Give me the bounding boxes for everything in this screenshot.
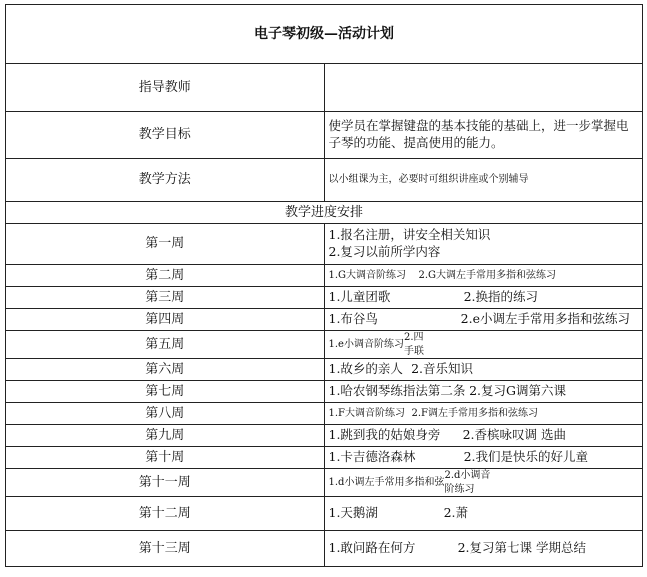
week-content [324,309,643,331]
table-row [6,287,643,309]
week-label: 第十周 [6,447,325,469]
table-row [6,359,643,381]
week-item-1: 1.天鹅湖 [328,505,378,521]
table-row [6,531,643,567]
week-label: 第十二周 [6,497,325,531]
week-item-1: 1.儿童团歌 [328,289,391,305]
week-label: 第七周 [6,381,325,403]
table-row [6,425,643,447]
week-item-1: 1.e小调音阶练习 [328,338,404,350]
week-label: 第八周 [6,403,325,425]
week-item-2: 2.F调左手常用多指和弦练习 [411,407,538,419]
table-row [6,224,643,265]
week-content [324,497,643,531]
week-item-2: 2.复习G调第六课 [469,383,566,399]
week-label: 第十一周 [6,469,325,497]
week-item-2: 2.复习第七课 学期总结 [457,540,586,556]
week-item-2: 2.换指的练习 [463,289,538,305]
week-content [324,381,643,403]
method-label: 教学方法 [6,159,325,202]
week-label: 第五周 [6,331,325,359]
week-label: 第六周 [6,359,325,381]
week-item-1: 1.布谷鸟 [328,311,378,327]
week-item-1: 1.报名注册，讲安全相关知识 [328,227,491,243]
week-label: 第四周 [6,309,325,331]
week-content [324,447,643,469]
week-item-1: 1.跳到我的姑娘身旁 [328,427,441,443]
table-row [6,265,643,287]
week-label: 第三周 [6,287,325,309]
week-item-1: 1.故乡的亲人 [328,361,403,377]
week-item-2: 2.音乐知识 [411,361,473,377]
week-item-2: 2.萧 [443,505,468,521]
week-label: 第九周 [6,425,325,447]
plan-title: 电子琴初级—活动计划 [6,5,643,64]
week-item-1: 1.G大调音阶练习 [328,269,407,281]
week-item-2: 2.四手联 [403,332,424,357]
schedule-header: 教学进度安排 [6,202,643,224]
week-item-1: 1.F大调音阶练习 [328,407,405,419]
goal-value: 使学员在掌握键盘的基本技能的基础上，进一步掌握电子琴的功能、提高使用的能力。 [324,112,643,159]
week-label: 第一周 [6,224,325,265]
table-row [6,469,643,497]
week-content [324,359,643,381]
method-value: 以小组课为主，必要时可组织讲座或个别辅导 [324,159,643,202]
week-item-2: 2.我们是快乐的好儿童 [463,449,588,465]
week-content [324,331,643,359]
week-item-2: 2.香槟咏叹调 选曲 [462,427,566,443]
week-content [324,425,643,447]
week-content [324,265,643,287]
table-row [6,447,643,469]
week-item-2: 2.G大调左手常用多指和弦练习 [418,269,556,281]
week-item-2: 2.d小调音阶练习 [444,470,491,495]
table-row [6,331,643,359]
week-content [324,287,643,309]
table-row [6,403,643,425]
table-row [6,381,643,403]
table-row [6,497,643,531]
week-item-1: 1.哈农钢琴练指法第二条 [328,383,466,399]
table-row [6,309,643,331]
activity-plan-table [5,4,643,567]
goal-label: 教学目标 [6,112,325,159]
week-label: 第二周 [6,265,325,287]
week-item-1: 1.卡吉德洛森林 [328,449,416,465]
week-content [324,224,643,265]
teacher-value [324,64,643,112]
week-item-1: 1.敢问路在何方 [328,540,416,556]
week-content [324,531,643,567]
week-item-2: 2.e小调左手常用多指和弦练习 [460,311,630,327]
week-content [324,469,643,497]
week-content [324,403,643,425]
week-item-1: 1.d小调左手常用多指和弦 [328,476,445,488]
week-item-2: 2.复习以前所学内容 [328,244,441,259]
teacher-label: 指导教师 [6,64,325,112]
week-label: 第十三周 [6,531,325,567]
